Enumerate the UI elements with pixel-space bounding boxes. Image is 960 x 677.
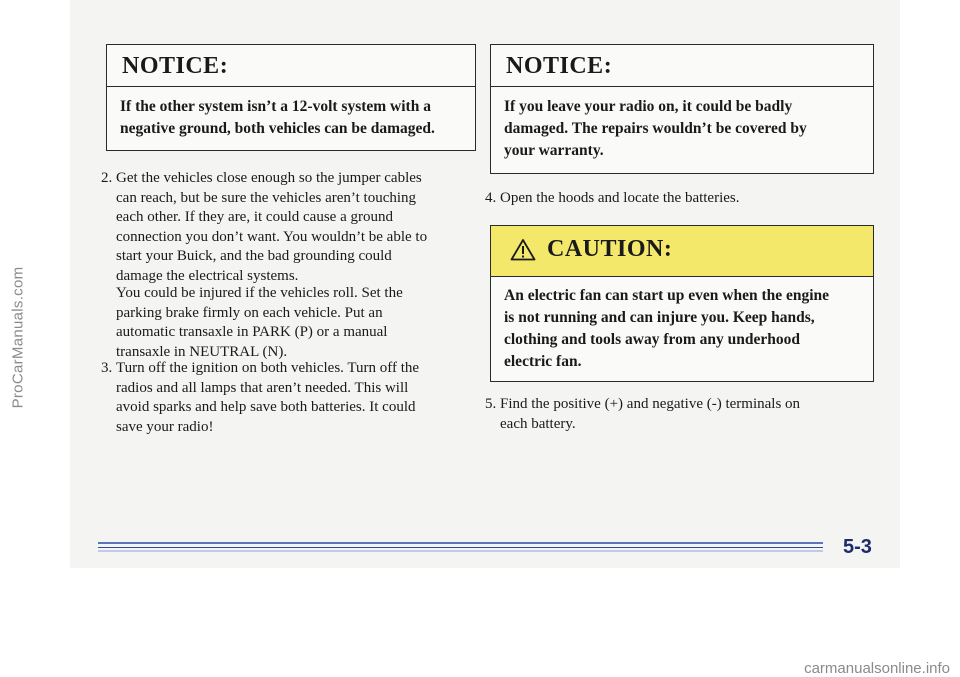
page-footer-rule: [98, 540, 833, 554]
roll-warning-paragraph: You could be injured if the vehicles roll. Set the parking brake firmly on each vehicle. Put an automatic transaxle in PARK (P) or a manual transaxle in NEUTRAL (N).: [116, 285, 403, 360]
notice-box-right: [490, 44, 874, 174]
notice-title: NOTICE:: [122, 53, 229, 79]
notice-header: [491, 45, 873, 87]
notice-text: If the other system isn’t a 12-volt system with a negative ground, both vehicles can be damaged.: [120, 98, 435, 137]
notice-text: If you leave your radio on, it could be badly damaged. The repairs wouldn’t be covered by your warranty.: [504, 98, 807, 159]
caution-text: An electric fan can start up even when the engine is not running and can injure you. Keep hands, clothing and tools away from any underhood electric fan.: [504, 287, 830, 370]
caution-title: CAUTION:: [547, 236, 673, 262]
notice-title: NOTICE:: [506, 53, 613, 79]
caution-header: [491, 226, 873, 277]
notice-header: [107, 45, 475, 87]
page-number: 5-3: [843, 536, 872, 558]
warning-triangle-icon: [510, 238, 536, 261]
caution-box: [490, 225, 874, 382]
notice-box-left: [106, 44, 476, 151]
footer-watermark: carmanualsonline.info: [804, 660, 950, 677]
side-watermark: ProCarManuals.com: [9, 266, 27, 409]
